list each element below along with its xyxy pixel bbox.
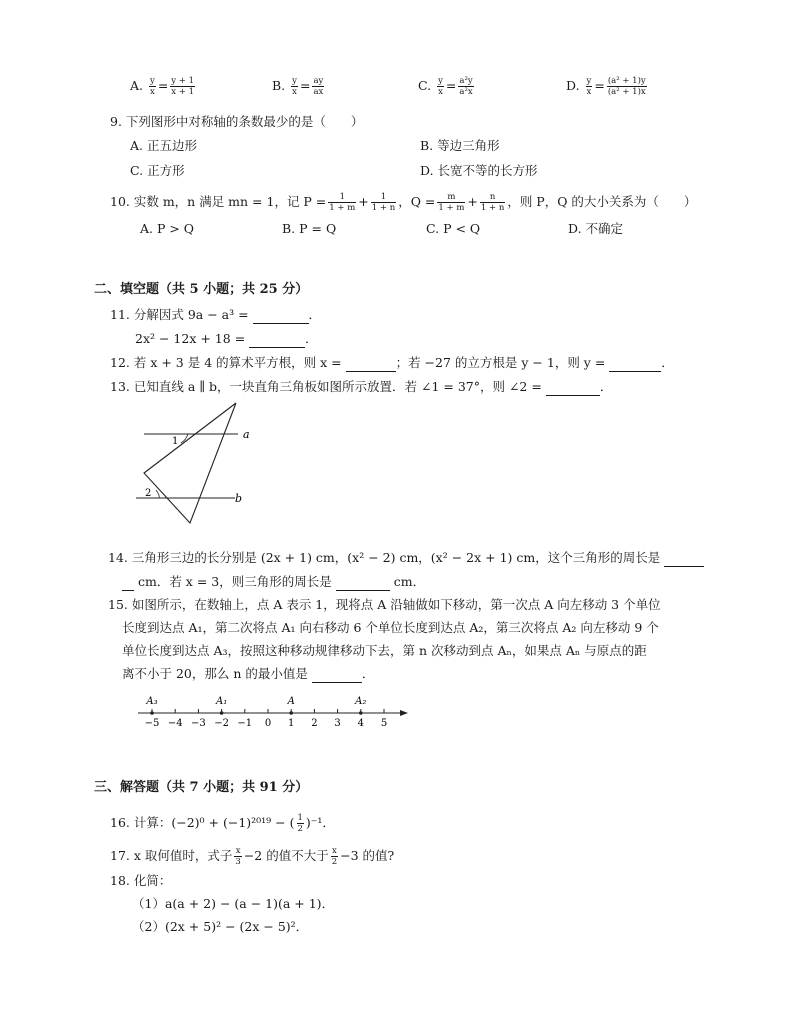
q9-option-b: B. 等边三角形 xyxy=(420,138,500,153)
fraction: $\frac{1}{1 + m}$ xyxy=(329,192,356,213)
q8-option-c: C. $\frac{y}{x}$ = $\frac{\text{a²y}}{\text{a²x}}$ xyxy=(418,76,473,97)
answer-blank[interactable] xyxy=(253,309,309,324)
triangle xyxy=(144,403,236,523)
q8-option-a: A. $\frac{y}{x}$ = $\frac{y + 1}{x + 1}$ xyxy=(130,76,195,97)
q11-line2: 2x² − 12x + 18 = ． xyxy=(135,331,318,346)
tick-label: 2 xyxy=(311,718,318,729)
point-marker xyxy=(359,711,363,715)
fraction: $\frac{1}{2}$ xyxy=(297,813,303,834)
tick-label: −1 xyxy=(237,718,253,729)
fraction: $\frac{x}{2}$ xyxy=(331,846,338,867)
fraction: $\frac{\text{a²y}}{\text{a²x}}$ xyxy=(459,76,473,97)
q13-figure xyxy=(130,395,270,530)
q10-stem: 10. 实数 m，n 满足 mn = 1，记 P = $\frac{1}{1 + m}$ + $\frac{1}{1 + n}$ ，Q = $\frac{m}{1 + m}$ + $\frac{n}{1 + n}$ ，则 P，Q 的大小关系为（ ） xyxy=(110,192,697,213)
q17-stem: 17. x 取何值时，式子 $\frac{x}{3}$ −2 的值不大于 $\frac{x}{2}$ −3 的值? xyxy=(110,846,395,867)
axis-arrow-icon xyxy=(400,710,408,716)
q18-part-2: （2）(2x + 5)² − (2x − 5)²． xyxy=(132,919,309,934)
q15-line4: 离不小于 20，那么 n 的最小值是 ． xyxy=(122,666,375,681)
q15-line3: 单位长度到达点 A₃，按照这种移动规律移动下去，第 n 次移动到点 Aₙ，如果点 Aₙ 与原点的距 xyxy=(122,643,647,658)
point-marker xyxy=(220,711,224,715)
answer-blank[interactable] xyxy=(249,333,305,348)
point-label: A₂ xyxy=(355,696,367,707)
tick-label: −3 xyxy=(191,718,206,729)
fraction: $\frac{y}{x}$ xyxy=(438,76,443,97)
q10-option-d: D. 不确定 xyxy=(568,221,624,236)
q14-line2: cm．若 x = 3，则三角形的周长是 cm． xyxy=(122,573,425,591)
tick-label: 0 xyxy=(264,718,272,729)
q15-line2: 长度到达点 A₁，第二次将点 A₁ 向右移动 6 个单位长度到达点 A₂，第三次将点 A₂ 向左移动 9 个 xyxy=(122,620,659,635)
angle-2-arc xyxy=(156,490,159,498)
q18-part-1: （1）a(a + 2) − (a − 1)(a + 1)． xyxy=(132,896,335,911)
q10-option-b: B. P = Q xyxy=(282,221,337,236)
tick-label: −4 xyxy=(167,718,183,729)
answer-blank[interactable] xyxy=(336,576,390,591)
answer-blank[interactable] xyxy=(346,357,396,372)
fraction: $\frac{y}{x}$ xyxy=(150,76,155,97)
label-angle-1: 1 xyxy=(172,436,179,447)
q8-option-b: B. $\frac{y}{x}$ = $\frac{ay}{ax}$ xyxy=(272,76,324,97)
section-2-title: 二、填空题（共 5 小题；共 25 分） xyxy=(94,282,309,297)
tick-label: 4 xyxy=(357,718,364,729)
fraction: $\frac{1}{1 + n}$ xyxy=(371,192,396,213)
point-marker xyxy=(150,711,154,715)
q18-stem: 18. 化简： xyxy=(110,873,172,888)
q11-line1: 11. 分解因式 9a − a³ = ． xyxy=(110,307,322,322)
fraction: $\frac{m}{1 + m}$ xyxy=(438,192,465,213)
q15-number-line xyxy=(132,688,412,732)
fraction: $\frac{y}{x}$ xyxy=(586,76,592,97)
label-a: a xyxy=(243,428,250,441)
tick-label: 1 xyxy=(288,718,295,729)
q16-stem: 16. 计算：(−2)⁰ + (−1)²⁰¹⁹ − ( $\frac{1}{2}$ )⁻¹． xyxy=(110,813,335,834)
point-label: A xyxy=(287,696,295,707)
q9-option-a: A. 正五边形 xyxy=(130,138,197,153)
tick-label: 3 xyxy=(334,718,341,729)
fraction: $\frac{x}{3}$ xyxy=(235,846,241,867)
q8-option-d: D. $\frac{y}{x}$ = $\frac{\text{(a² + 1)y}}{\text{(a² + 1)x}}$ xyxy=(566,76,646,97)
q9-option-c: C. 正方形 xyxy=(130,163,185,178)
q9-stem: 9. 下列图形中对称轴的条数最少的是（ ） xyxy=(110,114,364,129)
fraction: $\frac{y + 1}{x + 1}$ xyxy=(171,76,195,97)
fraction: $\frac{\text{(a² + 1)y}}{\text{(a² + 1)x}}$ xyxy=(607,76,646,97)
q13-stem: 13. 已知直线 a ∥ b，一块直角三角板如图所示放置．若 ∠1 = 37°，则 ∠2 = ． xyxy=(110,379,613,394)
answer-blank-continued xyxy=(122,576,134,591)
fraction: $\frac{ay}{ax}$ xyxy=(313,76,324,97)
point-marker xyxy=(289,711,293,715)
answer-blank[interactable] xyxy=(546,381,600,396)
q12-stem: 12. 若 x + 3 是 4 的算术平方根，则 x = ；若 −27 的立方根是 y − 1，则 y = ． xyxy=(110,355,674,370)
q14-line1: 14. 三角形三边的长分别是 (2x + 1) cm，(x² − 2) cm，(x² − 2x + 1) cm，这个三角形的周长是 xyxy=(108,549,704,567)
answer-blank[interactable] xyxy=(609,357,661,372)
q9-option-d: D. 长宽不等的长方形 xyxy=(420,163,538,178)
q10-option-c: C. P < Q xyxy=(426,221,481,236)
q15-line1: 15. 如图所示，在数轴上，点 A 表示 1，现将点 A 沿轴做如下移动，第一次点 A 向左移动 3 个单位 xyxy=(108,597,661,612)
point-label: A₃ xyxy=(146,696,158,707)
tick-label: 5 xyxy=(380,718,388,729)
section-3-title: 三、解答题（共 7 小题；共 91 分） xyxy=(94,780,309,795)
tick-label: −2 xyxy=(214,718,229,729)
label-angle-2: 2 xyxy=(145,488,152,499)
fraction: $\frac{y}{x}$ xyxy=(292,76,297,97)
label-b: b xyxy=(235,492,243,505)
answer-blank[interactable] xyxy=(312,668,362,683)
q10-option-a: A. P > Q xyxy=(140,221,195,236)
point-label: A₁ xyxy=(215,696,228,707)
fraction: $\frac{n}{1 + n}$ xyxy=(480,192,505,213)
tick-label: −5 xyxy=(144,718,160,729)
answer-blank[interactable] xyxy=(664,552,704,567)
